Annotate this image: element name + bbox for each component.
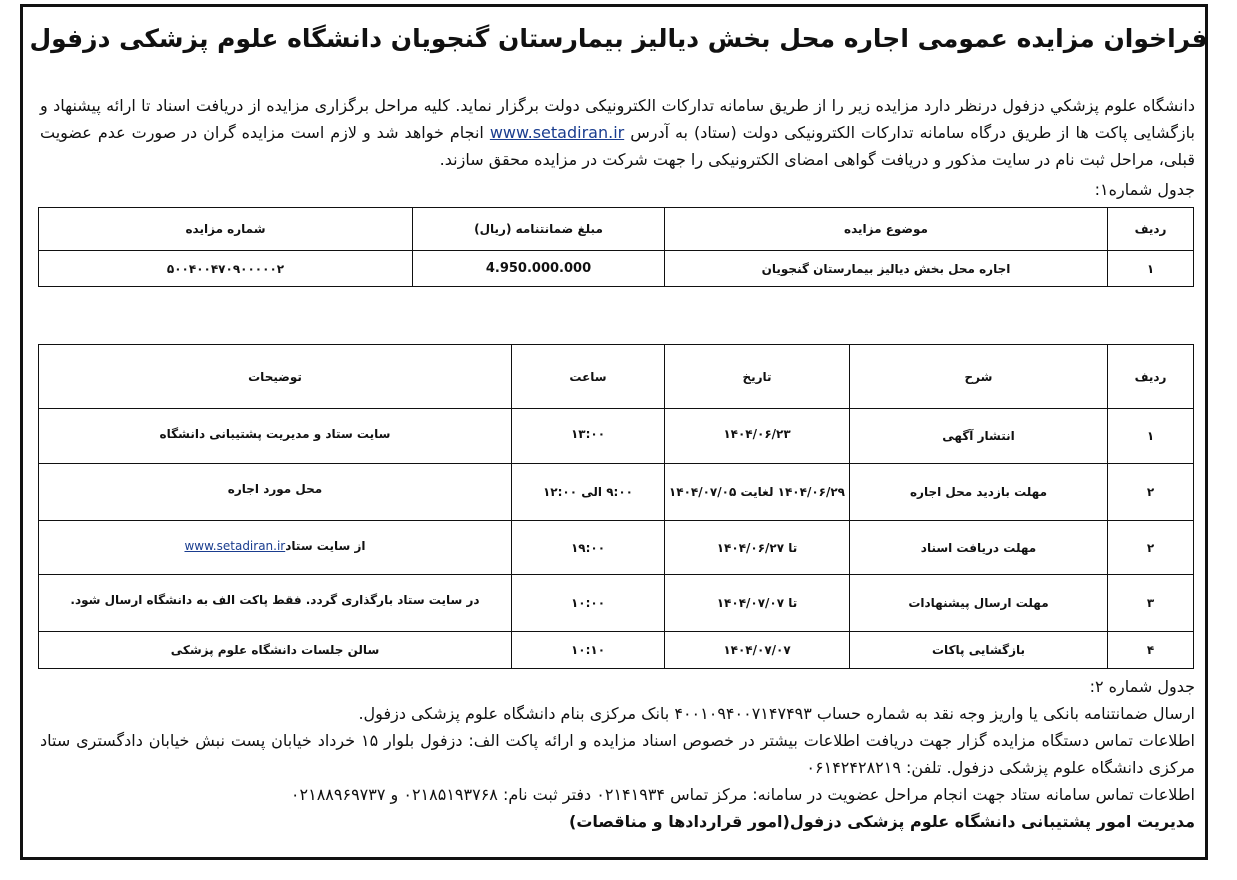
- cell-notes: سالن جلسات دانشگاه علوم پزشکی: [39, 632, 512, 669]
- header-date: تاریخ: [665, 345, 850, 409]
- cell-description: مهلت بازدید محل اجاره: [850, 464, 1108, 521]
- footer-setad-contact: اطلاعات تماس سامانه ستاد جهت انجام مراحل عضویت در سامانه: مرکز تماس ۰۲۱۴۱۹۳۴ دفتر ثبت نام: ۰۲۱۸۵۱۹۳۷۶۸ و ۰۲۱۸۸۹۶۹۷۳۷: [290, 785, 1195, 804]
- intro-text-after-link: انجام خواهد شد و لازم است مزایده گران در صورت عدم عضویت قبلی، مراحل ثبت نام در سایت مذکور و دریافت گواهی امضای الکترونیکی را جهت شرکت در مزایده محقق سازند.: [40, 123, 1195, 169]
- header-guarantee-amount: مبلغ ضمانتنامه (ریال): [413, 208, 665, 251]
- table1-label: جدول شماره۱:: [1094, 180, 1195, 199]
- cell-row-number: ۲: [1108, 521, 1194, 575]
- header-row-number: ردیف: [1108, 345, 1194, 409]
- cell-notes: [39, 521, 512, 575]
- cell-date: ۱۴۰۴/۰۶/۲۹ لغایت ۱۴۰۴/۰۷/۰۵: [665, 464, 850, 521]
- cell-date: تا ۱۴۰۴/۰۶/۲۷: [665, 521, 850, 575]
- footer-bank-info: ارسال ضمانتنامه بانکی یا واریز وجه نقد به شماره حساب ۴۰۰۱۰۹۴۰۰۷۱۴۷۴۹۳ بانک مرکزی بنام دانشگاه علوم پزشکی دزفول.: [358, 704, 1195, 723]
- cell-time: ۱۳:۰۰: [512, 409, 665, 464]
- header-row-number: ردیف: [1108, 208, 1194, 251]
- header-time: ساعت: [512, 345, 665, 409]
- header-notes: توضیحات: [39, 345, 512, 409]
- cell-time: ۱۹:۰۰: [512, 521, 665, 575]
- cell-notes-text: از سایت ستاد: [285, 539, 366, 553]
- cell-time: ۱۰:۰۰: [512, 575, 665, 632]
- cell-date: تا ۱۴۰۴/۰۷/۰۷: [665, 575, 850, 632]
- intro-text-before-link: دانشگاه علوم پزشکي دزفول درنظر دارد مزایده زیر را از طریق سامانه تدارکات الکترونیکی دولت برگزار نماید. کلیه مراحل برگزاری مزایده از دریافت اسناد تا ارائه پیشنهاد و بازگشایی پاکت ها از طریق درگاه سامانه تدارکات الکترونیکی دولت (ستاد) به آدرس: [40, 96, 1195, 142]
- table-row: [39, 632, 1194, 669]
- table-row: [39, 251, 1194, 287]
- header-description: شرح: [850, 345, 1108, 409]
- table-header-row: [39, 208, 1194, 251]
- auction-table: [38, 207, 1194, 287]
- cell-row-number: ۳: [1108, 575, 1194, 632]
- cell-description: انتشار آگهی: [850, 409, 1108, 464]
- cell-notes: سایت ستاد و مدیریت پشتیبانی دانشگاه: [39, 409, 512, 464]
- cell-description: مهلت دریافت اسناد: [850, 521, 1108, 575]
- table-row: [39, 575, 1194, 632]
- cell-row-number: ۱: [1108, 251, 1194, 287]
- footer-contact-info: اطلاعات تماس دستگاه مزایده گزار جهت دریافت اطلاعات بیشتر در خصوص اسناد مزایده و ارائه پاکت الف: دزفول بلوار ۱۵ خرداد خیابان پست نبش خیابان دادگستری ستاد مرکزی دانشگاه علوم پزشکی دزفول. تلفن: ۰۶۱۴۲۴۲۸۲۱۹: [40, 731, 1196, 777]
- intro-paragraph: [40, 92, 1195, 173]
- table-row: [39, 464, 1194, 521]
- footer-section: [40, 673, 1195, 835]
- table-row: [39, 409, 1194, 464]
- cell-time: ۹:۰۰ الی ۱۲:۰۰: [512, 464, 665, 521]
- cell-notes: در سایت ستاد بارگذاری گردد. فقط پاکت الف به دانشگاه ارسال شود.: [39, 575, 512, 632]
- cell-auction-number: ۵۰۰۴۰۰۴۷۰۹۰۰۰۰۰۲: [39, 251, 413, 287]
- cell-date: ۱۴۰۴/۰۶/۲۳: [665, 409, 850, 464]
- cell-date: ۱۴۰۴/۰۷/۰۷: [665, 632, 850, 669]
- header-auction-subject: موضوع مزایده: [665, 208, 1108, 251]
- cell-row-number: ۲: [1108, 464, 1194, 521]
- footer-signature: مدیریت امور پشتیبانی دانشگاه علوم پزشکی دزفول(امور قراردادها و مناقصات): [569, 812, 1195, 831]
- cell-row-number: ۱: [1108, 409, 1194, 464]
- cell-time: ۱۰:۱۰: [512, 632, 665, 669]
- cell-notes: محل مورد اجاره: [39, 464, 512, 521]
- header-auction-number: شماره مزایده: [39, 208, 413, 251]
- setadiran-link[interactable]: www.setadiran.ir: [184, 539, 286, 553]
- schedule-table: [38, 344, 1194, 669]
- notice-title: فراخوان مزایده عمومی اجاره محل بخش دیالیز بیمارستان گنجویان دانشگاه علوم پزشکی دزفول: [29, 24, 1208, 53]
- cell-auction-subject: اجاره محل بخش دیالیز بیمارستان گنجویان: [665, 251, 1108, 287]
- cell-guarantee-amount: 4.950.000.000: [413, 251, 665, 287]
- cell-description: مهلت ارسال پیشنهادات: [850, 575, 1108, 632]
- table-row: [39, 521, 1194, 575]
- table2-label: جدول شماره ۲:: [1089, 677, 1195, 696]
- cell-row-number: ۴: [1108, 632, 1194, 669]
- cell-description: بازگشایی پاکات: [850, 632, 1108, 669]
- table-header-row: [39, 345, 1194, 409]
- setadiran-link[interactable]: www.setadiran.ir: [489, 123, 625, 142]
